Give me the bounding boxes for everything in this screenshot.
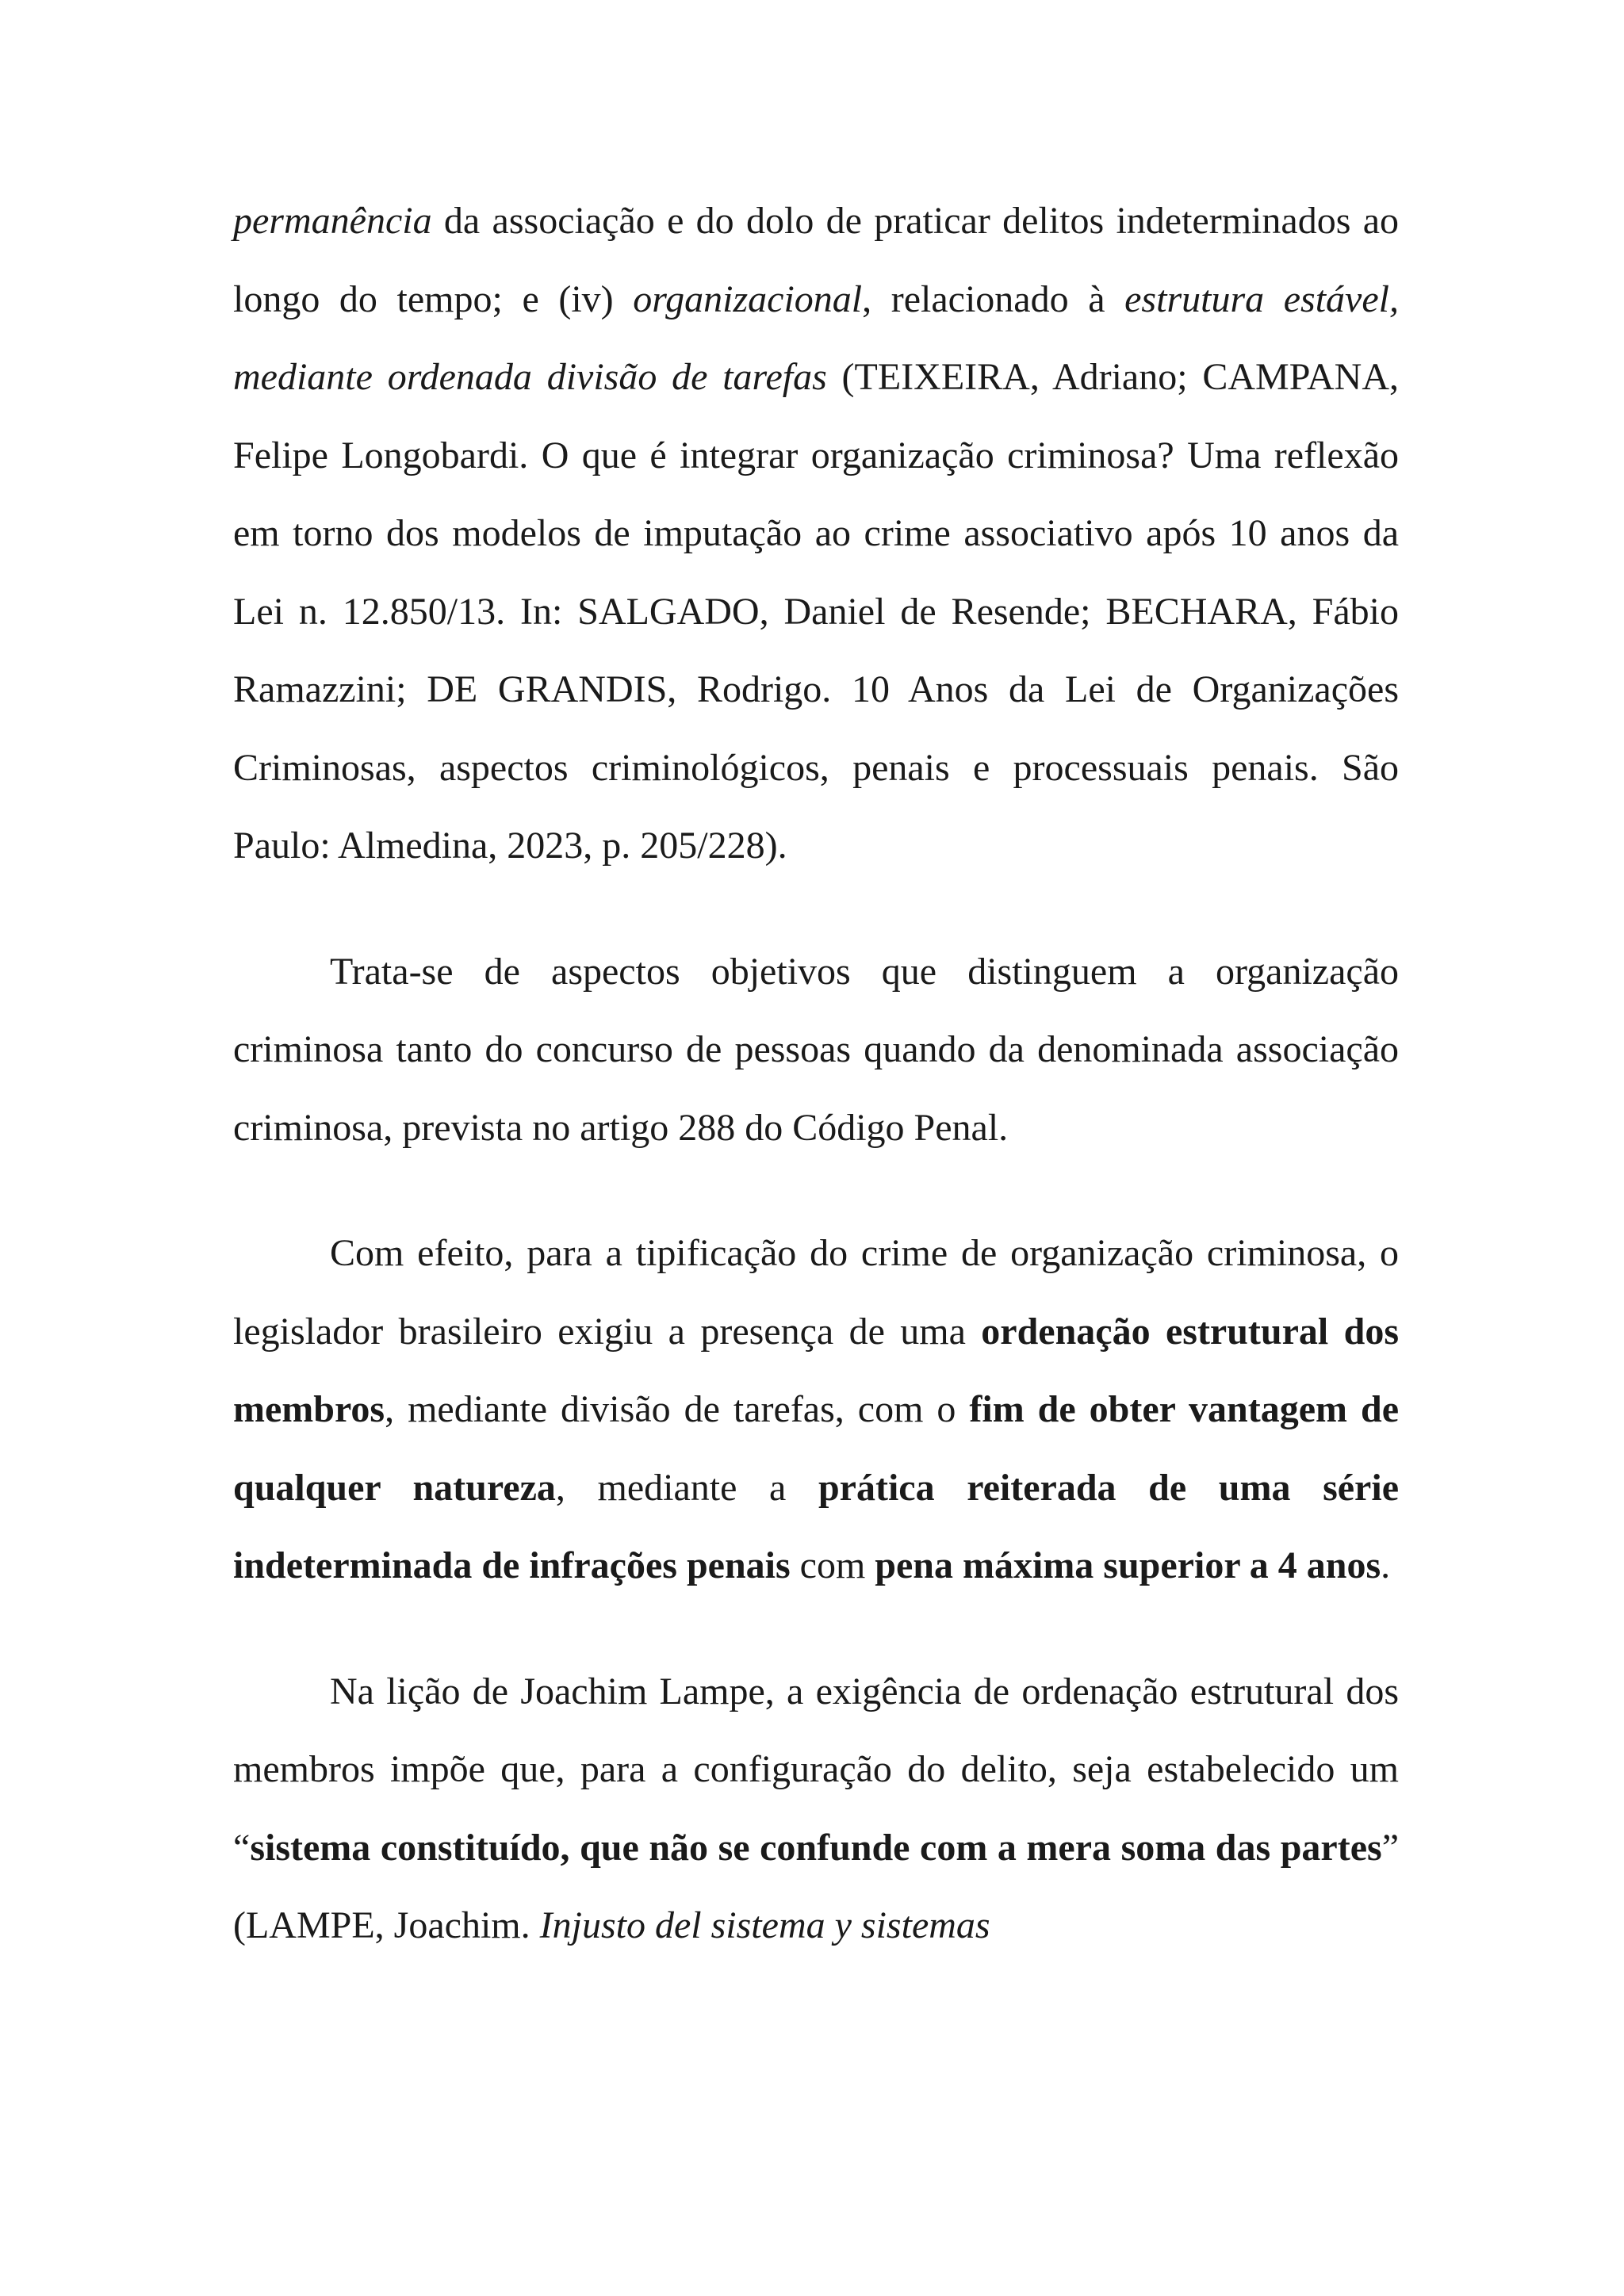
- body-text: [233, 182, 1399, 1965]
- text-run: , relacionado à: [862, 277, 1125, 320]
- text-run: (TEIXEIRA, Adriano; CAMPANA, Felipe Longobardi. O que é integrar organização criminosa? Uma reflexão em torno dos modelos de imputação ao crime associativo após 10 anos da Lei n. 12.850/13. In: SALGADO, Daniel de Resende; BECHARA, Fábio Ramazzini; DE GRANDIS, Rodrigo. 10 Anos da Lei de Organizações Criminosas, aspectos criminológicos, penais e processuais penais. São Paulo: Almedina, 2023, p. 205/228).: [233, 356, 1399, 867]
- text-run-bold: sistema constituído, que não se confunde com a mera soma das partes: [250, 1826, 1382, 1869]
- text-run-italic: organizacional: [633, 277, 863, 320]
- text-run: ” (LAMPE, Joachim.: [233, 1826, 1399, 1946]
- text-run-bold: prática reiterada de uma série indeterminada de infrações penais: [233, 1466, 1399, 1586]
- text-run-italic: Injusto del sistema y sistemas: [539, 1904, 990, 1946]
- text-run-bold: ordenação estrutural dos membros: [233, 1310, 1399, 1430]
- text-run: , mediante divisão de tarefas, com o: [385, 1388, 970, 1430]
- text-run: da associação e do dolo de praticar delitos indeterminados ao longo do tempo; e (iv): [233, 200, 1399, 320]
- text-run-bold: pena máxima superior a 4 anos: [875, 1544, 1381, 1586]
- text-run: .: [1381, 1544, 1391, 1586]
- paragraph-tipificacao: [233, 1215, 1399, 1605]
- text-run: , mediante a: [555, 1466, 818, 1509]
- text-run-bold: fim de obter vantagem de qualquer natureza: [233, 1388, 1400, 1509]
- text-run-italic: estrutura estável, mediante ordenada divisão de tarefas: [233, 277, 1400, 398]
- paragraph-continuation: [233, 182, 1399, 886]
- text-run: Com efeito, para a tipificação do crime de organização criminosa, o legislador brasileiro exigiu a presença de uma: [233, 1232, 1399, 1353]
- text-run: Trata-se de aspectos objetivos que distinguem a organização criminosa tanto do concurso de pessoas quando da denominada associação criminosa, prevista no artigo 288 do Código Penal.: [233, 950, 1399, 1149]
- paragraph-aspectos-objetivos: [233, 933, 1399, 1168]
- paragraph-lampe: [233, 1653, 1399, 1965]
- text-run-italic: permanência: [233, 200, 432, 242]
- text-run: Na lição de Joachim Lampe, a exigência de ordenação estrutural dos membros impõe que, para a configuração do delito, seja estabelecido um “: [233, 1670, 1399, 1869]
- text-run: com: [790, 1544, 875, 1586]
